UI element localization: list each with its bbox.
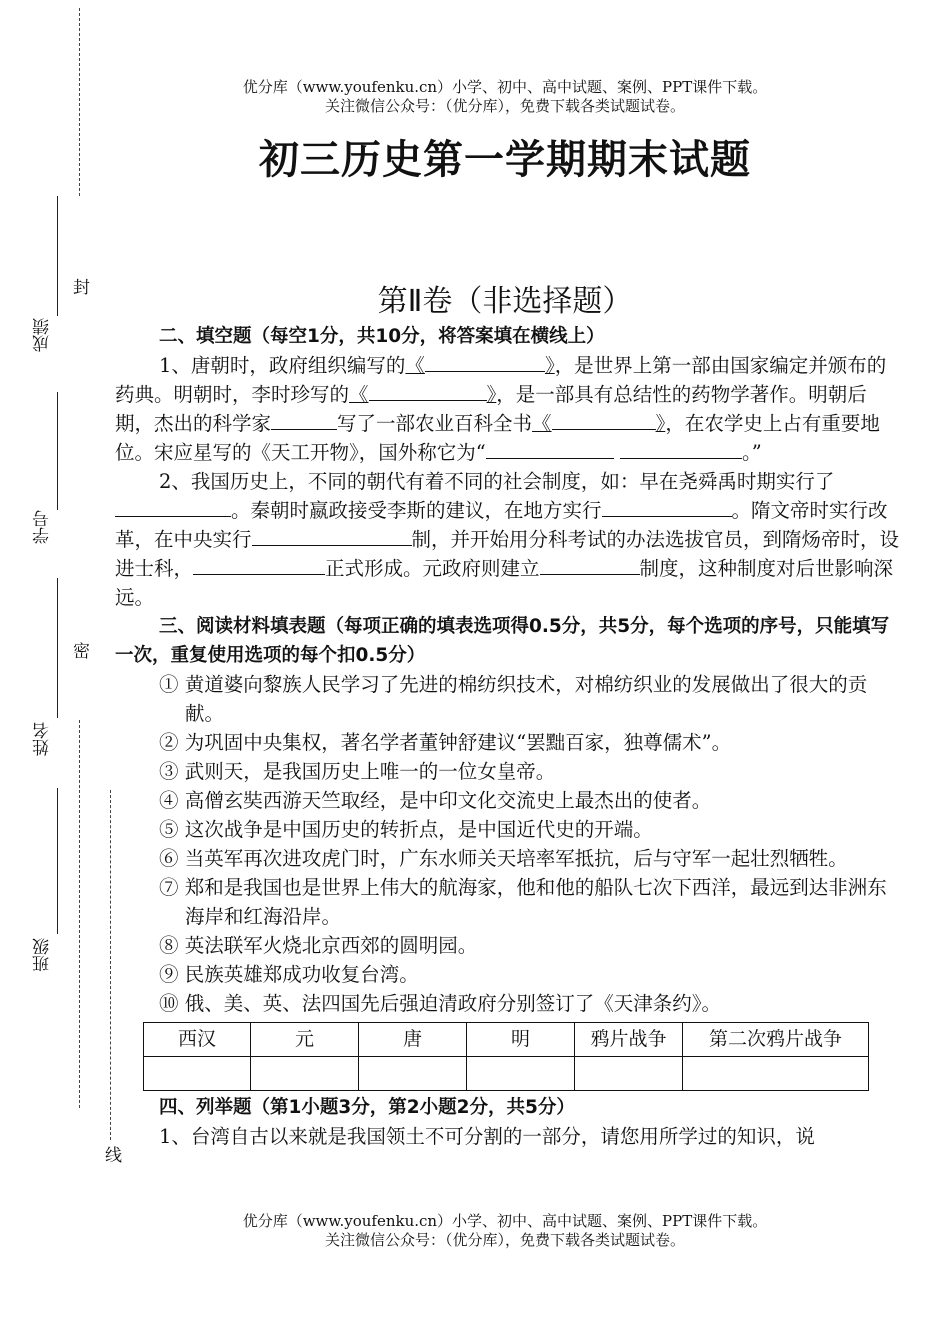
list-question-1: 1、台湾自古以来就是我国领土不可分割的一部分，请您用所学过的知识，说 xyxy=(159,1125,815,1148)
foreign-name-blank-b[interactable] xyxy=(620,438,742,459)
section3-heading: 三、阅读材料填表题（每项正确的填表选项得0.5分，共5分，每个选项的序号，只能填写一次，重复使用选项的每个扣0.5分） xyxy=(115,616,890,666)
table-header-cell: 元 xyxy=(251,1023,359,1057)
options-list xyxy=(115,670,900,844)
q1-text-f: 。” xyxy=(741,441,762,464)
q2-text-c: 。隋文帝时实行改革，在中央实行 xyxy=(115,499,888,551)
option-item: ① 黄道婆向黎族人民学习了先进的棉纺织技术，对棉纺织业的发展做出了很大的贡献。 xyxy=(159,673,868,725)
q1-text-b: ，是世界上第一部由国家编定并颁布的药典。明朝时，李时珍写的 xyxy=(115,354,887,406)
class-line xyxy=(57,788,58,934)
system-blank-1[interactable] xyxy=(115,496,231,517)
system-blank-4[interactable] xyxy=(193,554,325,575)
q2-text-d: 制，并开始用分科考试的办法选拔官员，到隋炀帝时，设进士科， xyxy=(115,528,900,580)
book-blank-1[interactable]: 《 》 xyxy=(405,354,554,377)
class-label: 班级 xyxy=(33,938,53,972)
options-list-2 xyxy=(115,873,900,1018)
name-line xyxy=(57,578,58,718)
table-header-cell: 明 xyxy=(467,1023,575,1057)
table-header-cell: 第二次鸦片战争 xyxy=(683,1023,869,1057)
page-title: 初三历史第一学期期末试题 xyxy=(259,137,751,183)
name-label: 姓名 xyxy=(33,722,53,756)
fill-question-2 xyxy=(115,467,900,612)
answer-cell[interactable] xyxy=(144,1057,251,1091)
score-label: 成绩 xyxy=(33,318,53,352)
scientist-blank[interactable] xyxy=(271,409,337,430)
table-header-cell: 唐 xyxy=(359,1023,467,1057)
q1-text-d: 写了一部农业百科全书 xyxy=(337,412,533,435)
student-id-label: 学号 xyxy=(33,510,53,544)
system-blank-2[interactable] xyxy=(602,496,732,517)
option-item: ⑨ 民族英雄郑成功收复台湾。 xyxy=(159,963,419,986)
exam-content xyxy=(115,322,900,1151)
binding-dashed-line-left xyxy=(79,720,80,1108)
header-line-2: 关注微信公众号：（优分库），免费下载各类试题试卷。 xyxy=(324,97,685,115)
binding-dashed-line-right xyxy=(110,790,111,1140)
foreign-name-blank-a[interactable] xyxy=(486,438,614,459)
option-item: ④ 高僧玄奘西游天竺取经，是中印文化交流史上最杰出的使者。 xyxy=(159,789,712,812)
fill-question-1 xyxy=(115,351,900,467)
system-blank-3[interactable] xyxy=(252,525,412,546)
q2-text-b: 。秦朝时嬴政接受李斯的建议，在地方实行 xyxy=(231,499,602,522)
q2-text-a: 2、我国历史上，不同的朝代有着不同的社会制度，如：早在尧舜禹时期实行了 xyxy=(159,470,835,493)
q1-text-c: ，是一部具有总结性的药物学著作。明朝后期，杰出的科学家 xyxy=(115,383,867,435)
q2-text-e: 正式形成。元政府则建立 xyxy=(325,557,540,580)
option-item: ② 为巩固中央集权，著名学者董钟舒建议“罢黜百家，独尊儒术”。 xyxy=(159,731,732,754)
system-blank-5[interactable] xyxy=(540,554,640,575)
option-item: ⑩ 俄、美、英、法四国先后强迫清政府分别签订了《天津条约》。 xyxy=(159,992,721,1015)
answer-cell[interactable] xyxy=(467,1057,575,1091)
option-item: ③ 武则天，是我国历史上唯一的一位女皇帝。 xyxy=(159,760,556,783)
section2-heading: 二、填空题（每空1分，共10分，将答案填在横线上） xyxy=(159,326,605,347)
answer-cell[interactable] xyxy=(359,1057,467,1091)
q1-text-e: ，在农学史上占有重要地位。宋应星写的《天工开物》，国外称它为“ xyxy=(115,412,880,464)
q2-text-f: 制度，这种制度对后世影响深远。 xyxy=(115,557,894,609)
mi-label: 密 xyxy=(69,642,89,659)
table-answer-row xyxy=(144,1057,869,1091)
q1-text-a: 1、唐朝时，政府组织编写的 xyxy=(159,354,406,377)
option-item: ⑧ 英法联军火烧北京西郊的圆明园。 xyxy=(159,934,478,957)
answer-cell[interactable] xyxy=(251,1057,359,1091)
book-blank-3[interactable]: 《 》 xyxy=(532,412,665,435)
answer-table xyxy=(143,1022,869,1091)
section4-heading: 四、列举题（第1小题3分，第2小题2分，共5分） xyxy=(159,1097,575,1118)
table-header-cell: 鸦片战争 xyxy=(575,1023,683,1057)
answer-cell[interactable] xyxy=(575,1057,683,1091)
option-item: ⑤ 这次战争是中国历史的转折点，是中国近代史的开端。 xyxy=(159,818,653,841)
section-subtitle: 第Ⅱ卷（非选择题） xyxy=(377,284,633,319)
line-label: 线 xyxy=(101,1146,121,1163)
footer-line-1: 优分库（www.youfenku.cn）小学、初中、高中试题、案例、PPT课件下载。 xyxy=(242,1212,768,1230)
table-header-row xyxy=(144,1023,869,1057)
book-blank-2[interactable]: 《 》 xyxy=(349,383,496,406)
option-item-6: ⑥ 当英军再次进攻虎门时，广东水师关天培率军抵抗，后与守军一起壮烈牺牲。 xyxy=(159,847,848,870)
header-line-1: 优分库（www.youfenku.cn）小学、初中、高中试题、案例、PPT课件下载。 xyxy=(242,78,768,96)
table-header-cell: 西汉 xyxy=(144,1023,251,1057)
seal-label: 封 xyxy=(69,278,89,295)
student-id-line xyxy=(57,392,58,510)
answer-cell[interactable] xyxy=(683,1057,869,1091)
option-item: ⑦ 郑和是我国也是世界上伟大的航海家，他和他的船队七次下西洋，最远到达非洲东海岸和红海沿岸。 xyxy=(159,876,887,928)
footer-line-2: 关注微信公众号：（优分库），免费下载各类试题试卷。 xyxy=(324,1231,685,1249)
